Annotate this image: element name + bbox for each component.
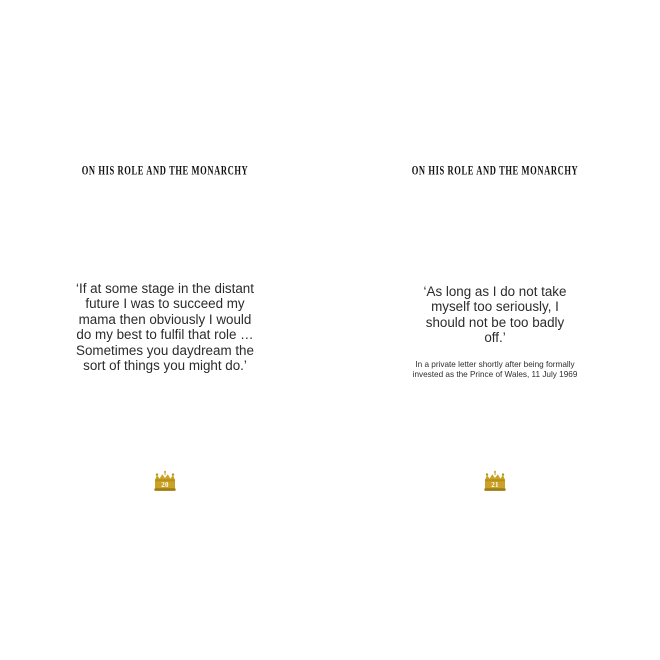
- right-page: [330, 0, 660, 660]
- running-head-right: ON HIS ROLE AND THE MONARCHY: [411, 163, 579, 178]
- quote-block-left: [0, 281, 330, 373]
- quote-text-right: ‘As long as I do not take myself too seriously, I should not be too badly off.’: [423, 284, 567, 346]
- page-number-right: 21: [491, 481, 499, 489]
- page-number-left: 20: [161, 481, 169, 489]
- ornament-left: [0, 470, 330, 494]
- quote-block-right: [330, 284, 660, 381]
- quote-attribution-right: In a private letter shortly after being formally invested as the Prince of Wales, 11 July 1969: [412, 359, 578, 380]
- crown-icon: [152, 470, 178, 494]
- running-head-left: ON HIS ROLE AND THE MONARCHY: [81, 163, 249, 178]
- quote-text-left: ‘If at some stage in the distant future I was to succeed my mama then obviously I would do my best to fulfil that role … Sometimes you daydream the sort of things you might do.’: [76, 281, 254, 374]
- ornament-right: [330, 470, 660, 494]
- crown-icon: [482, 470, 508, 494]
